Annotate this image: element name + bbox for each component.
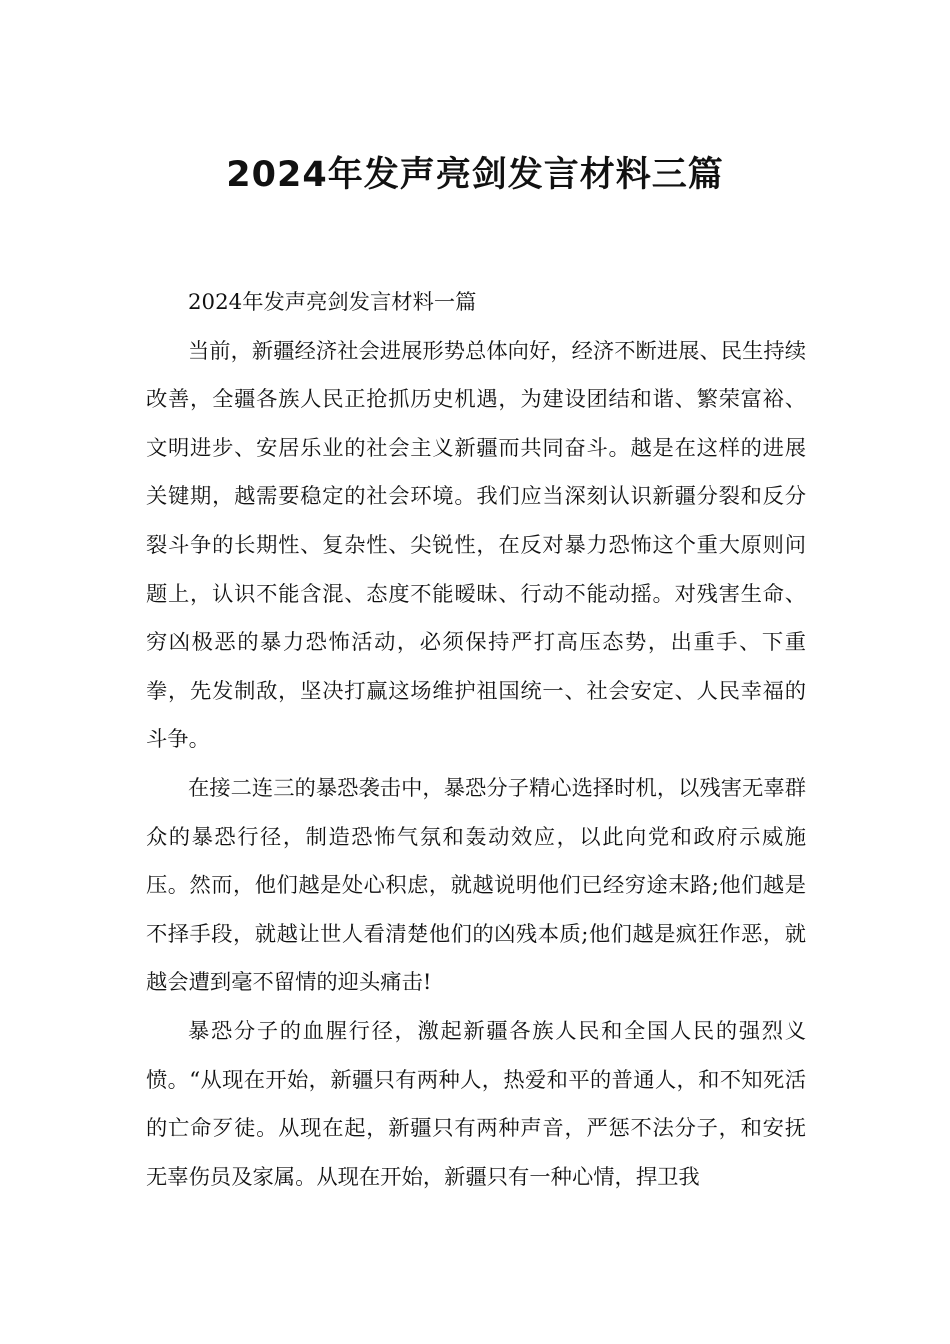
body-paragraph-3: 暴恐分子的血腥行径，激起新疆各族人民和全国人民的强烈义愤。“从现在开始，新疆只有两种人，热爱和平的普通人，和不知死活的亡命歹徒。从现在起，新疆只有两种声音，严惩不法分子，和安抚无辜伤员及家属。从现在开始，新疆只有一种心情，捍卫我 <box>146 1018 806 1190</box>
body-paragraph-1: 当前，新疆经济社会进展形势总体向好，经济不断进展、民生持续改善，全疆各族人民正抢抓历史机遇，为建设团结和谐、繁荣富裕、文明进步、安居乐业的社会主义新疆而共同奋斗。越是在这样的进展关键期，越需要稳定的社会环境。我们应当深刻认识新疆分裂和反分裂斗争的长期性、复杂性、尖锐性，在反对暴力恐怖这个重大原则问题上，认识不能含混、态度不能暧昧、行动不能动摇。对残害生命、穷凶极恶的暴力恐怖活动，必须保持严打高压态势，出重手、下重拳，先发制敌，坚决打赢这场维护祖国统一、社会安定、人民幸福的斗争。 <box>146 338 806 753</box>
section-heading: 2024年发声亮剑发言材料一篇 <box>188 290 477 315</box>
body-paragraph-2: 在接二连三的暴恐袭击中，暴恐分子精心选择时机，以残害无辜群众的暴恐行径，制造恐怖气氛和轰动效应，以此向党和政府示威施压。然而，他们越是处心积虑，就越说明他们已经穷途末路;他们越是不择手段，就越让世人看清楚他们的凶残本质;他们越是疯狂作恶，就越会遭到毫不留情的迎头痛击! <box>146 775 806 996</box>
document-title: 2024年发声亮剑发言材料三篇 <box>226 155 724 196</box>
document-body <box>146 279 806 1202</box>
